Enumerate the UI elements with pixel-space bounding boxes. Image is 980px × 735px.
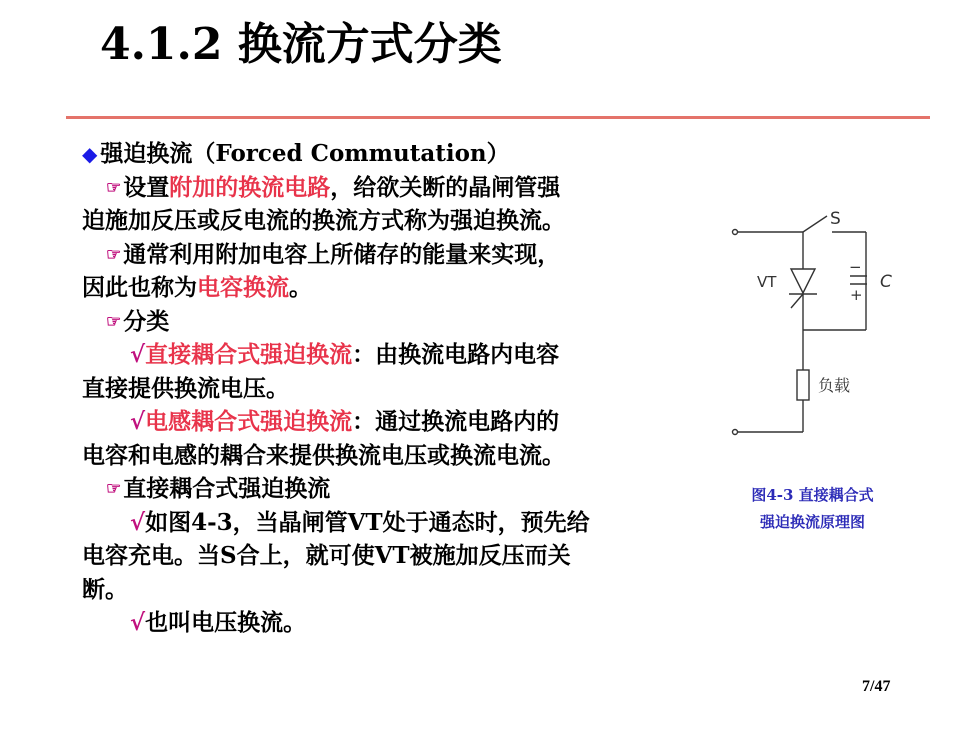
bottom-terminal [733, 430, 738, 435]
line-11-text: 直接耦合式强迫换流 [123, 475, 331, 502]
line-9 [82, 405, 662, 439]
line-7 [82, 338, 662, 372]
caption-line-1: 图4-3 直接耦合式 [751, 486, 874, 504]
line-5 [82, 271, 662, 305]
line-15 [82, 606, 662, 640]
capacitor-plus-sign: + [850, 286, 863, 304]
line-10: 电容和电感的耦合来提供换流电压或换流电流。 [82, 441, 565, 469]
figure-caption [730, 482, 895, 536]
top-terminal [733, 230, 738, 235]
line-5-highlight: 电容换流 [197, 274, 289, 301]
line-12-text: 如图4-3，当晶闸管VT处于通态时，预先给 [145, 508, 590, 536]
check-mark-icon: √ [130, 408, 146, 435]
thyristor-triangle [791, 269, 815, 293]
check-mark-icon: √ [130, 341, 146, 368]
slide-body [82, 137, 662, 640]
caption-line-2: 强迫换流原理图 [759, 513, 865, 531]
line-5-b: 。 [289, 274, 312, 301]
line-6 [82, 305, 662, 339]
load-label: 负载 [818, 376, 851, 395]
capacitor-minus-sign: − [849, 258, 862, 276]
line-4-text: 通常利用附加电容上所储存的能量来实现， [123, 240, 561, 268]
pointing-hand-icon: ☞ [106, 479, 122, 499]
check-mark-icon: √ [130, 609, 146, 636]
diamond-bullet-icon: ◆ [82, 142, 98, 166]
page-number: 7/47 [862, 678, 891, 695]
line-15-text: 也叫电压换流。 [145, 609, 307, 636]
pointing-hand-icon: ☞ [106, 311, 122, 332]
check-mark-icon: √ [130, 508, 146, 536]
line-12 [82, 506, 662, 540]
capacitor-label: C [880, 272, 892, 292]
line-5-a: 因此也称为 [82, 274, 197, 301]
line-6-text: 分类 [123, 307, 170, 335]
line-2 [82, 171, 662, 205]
title-divider [66, 116, 930, 119]
load-resistor [797, 370, 809, 400]
thyristor-gate [791, 294, 803, 308]
line-2-highlight: 附加的换流电路 [169, 173, 331, 201]
line-3: 迫施加反压或反电流的换流方式称为强迫换流。 [82, 207, 565, 234]
line-1 [82, 137, 662, 171]
line-8: 直接提供换流电压。 [82, 374, 289, 402]
line-2-a: 设置 [123, 173, 170, 201]
line-9-highlight: 电感耦合式强迫换流 [145, 408, 353, 435]
line-9-b: ：通过换流电路内的 [352, 408, 560, 435]
pointing-hand-icon: ☞ [106, 244, 122, 265]
line-7-highlight: 直接耦合式强迫换流 [145, 341, 353, 368]
line-14: 断。 [82, 575, 128, 603]
line-11 [82, 472, 662, 506]
pointing-hand-icon: ☞ [106, 177, 122, 198]
line-13: 电容充电。当S合上，就可使VT被施加反压而关 [82, 542, 571, 569]
line-1-text: 强迫换流（Forced Commutation） [100, 140, 510, 167]
circuit-diagram [700, 205, 900, 450]
switch-label: S [830, 209, 841, 229]
line-7-b: ：由换流电路内电容 [352, 341, 560, 368]
thyristor-label: VT [757, 273, 777, 291]
line-4 [82, 238, 662, 272]
line-2-b: ，给欲关断的晶闸管强 [330, 173, 561, 201]
switch-blade [803, 216, 827, 232]
slide-title: 4.1.2 换流方式分类 [100, 19, 502, 70]
